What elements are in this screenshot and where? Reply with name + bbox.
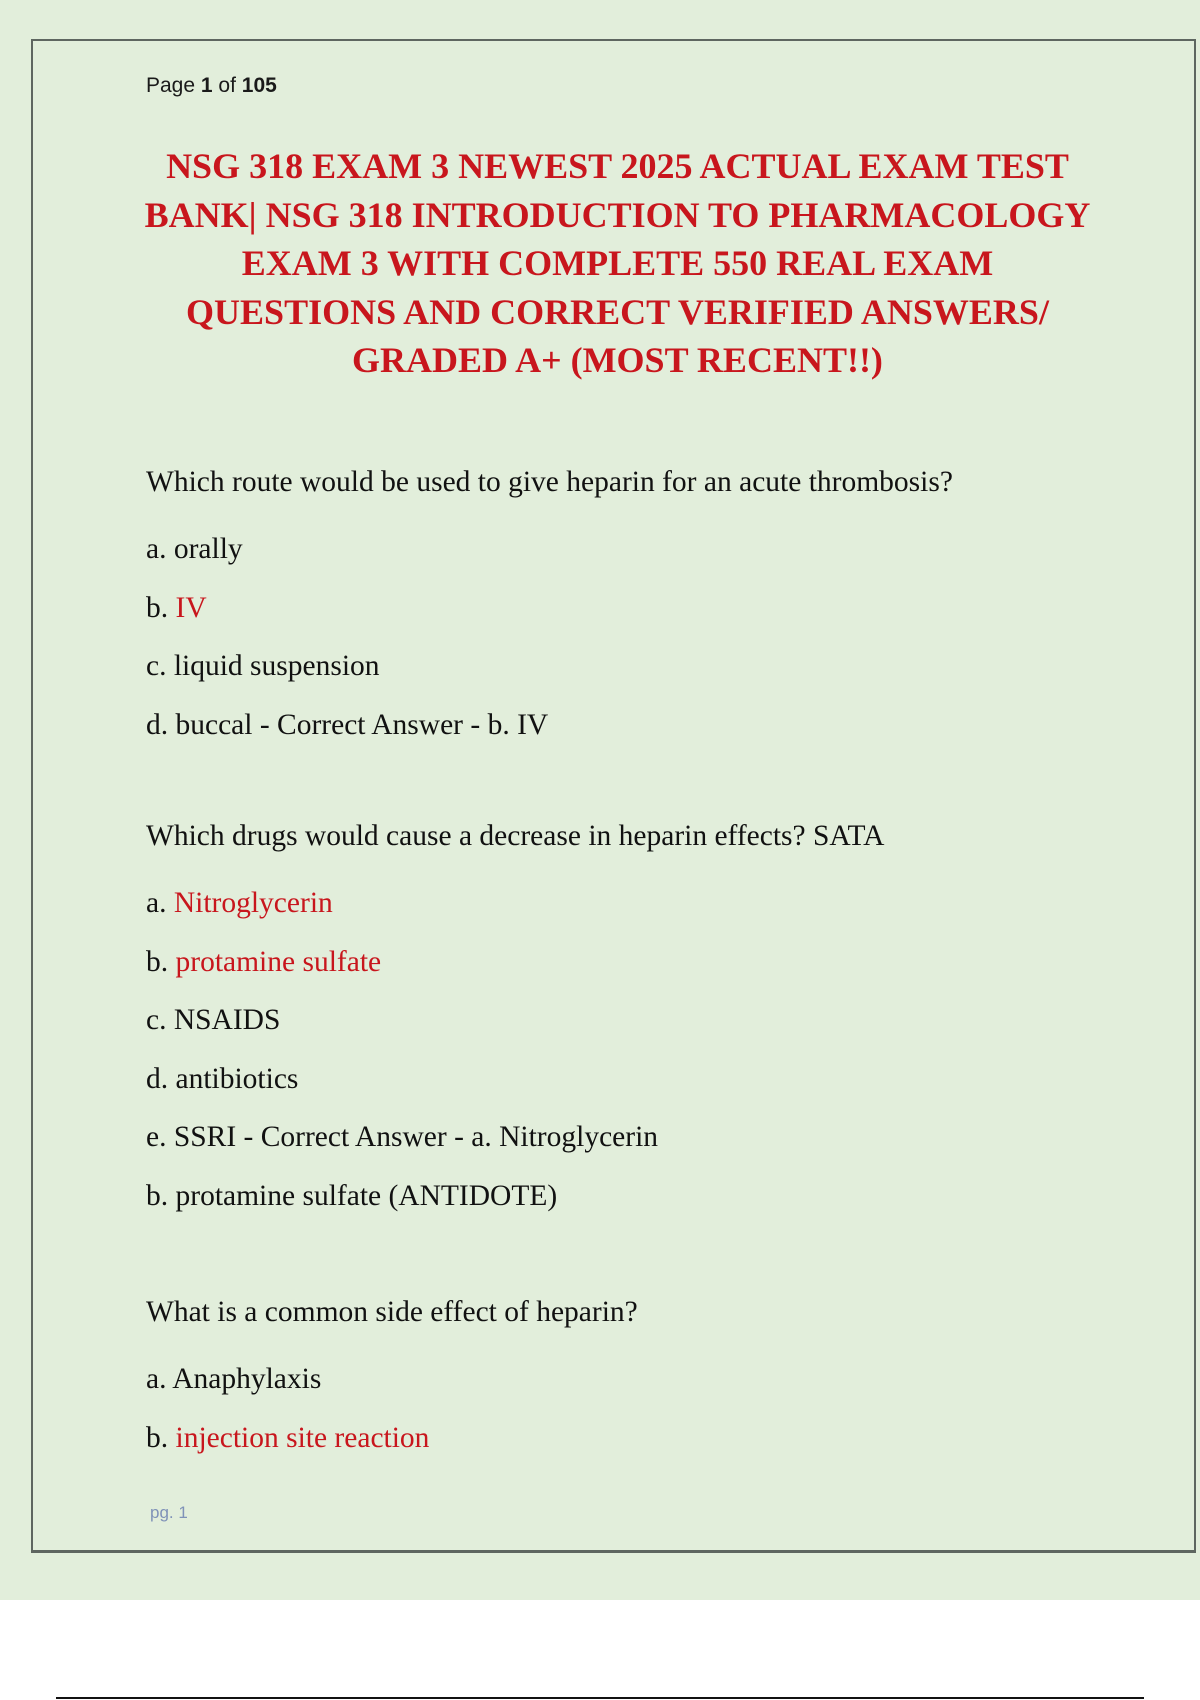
answer-option: c. NSAIDS bbox=[146, 1004, 281, 1036]
highlighted-answer: Nitroglycerin bbox=[173, 887, 333, 919]
current-page-number: 1 bbox=[200, 74, 213, 97]
highlighted-answer: injection site reaction bbox=[175, 1421, 430, 1454]
question-block-1 bbox=[146, 462, 1146, 754]
answer-option: a. orally bbox=[146, 533, 243, 565]
question-block-2 bbox=[146, 816, 1146, 1225]
answer-option: b. protamine sulfate (ANTIDOTE) bbox=[146, 1179, 558, 1212]
question-block-3 bbox=[146, 1292, 1146, 1467]
question-text: Which drugs would cause a decrease in heparin effects? SATA bbox=[146, 820, 885, 852]
question-text: What is a common side effect of heparin? bbox=[146, 1296, 638, 1328]
answer-option: d. antibiotics bbox=[146, 1062, 299, 1095]
page-counter: Page 1 of 105 bbox=[146, 74, 277, 97]
question-text: Which route would be used to give heparin for an acute thrombosis? bbox=[146, 466, 953, 498]
answer-option: b. protamine sulfate bbox=[146, 945, 382, 978]
answer-option: c. liquid suspension bbox=[146, 650, 380, 682]
document-title: NSG 318 EXAM 3 NEWEST 2025 ACTUAL EXAM TEST BANK| NSG 318 INTRODUCTION TO PHARMACOLOGY EXAM 3 WITH COMPLETE 550 REAL EXAM QUESTIONS AND CORRECT VERIFIED ANSWERS/ GRADED A+ (MOST RECENT!!) bbox=[144, 146, 1091, 380]
answer-option: e. SSRI - Correct Answer - a. Nitroglycerin bbox=[146, 1121, 659, 1153]
footer-page-label: pg. 1 bbox=[150, 1503, 188, 1522]
highlighted-answer: IV bbox=[175, 591, 207, 624]
bottom-divider bbox=[56, 1697, 1144, 1699]
highlighted-answer: protamine sulfate bbox=[175, 945, 382, 978]
answer-option: a. Anaphylaxis bbox=[146, 1363, 322, 1395]
total-pages-number: 105 bbox=[241, 74, 277, 97]
answer-option: b. injection site reaction bbox=[146, 1421, 430, 1454]
answer-option: d. buccal - Correct Answer - b. IV bbox=[146, 708, 549, 741]
answer-option: b. IV bbox=[146, 591, 207, 624]
answer-option: a. Nitroglycerin bbox=[146, 887, 333, 919]
